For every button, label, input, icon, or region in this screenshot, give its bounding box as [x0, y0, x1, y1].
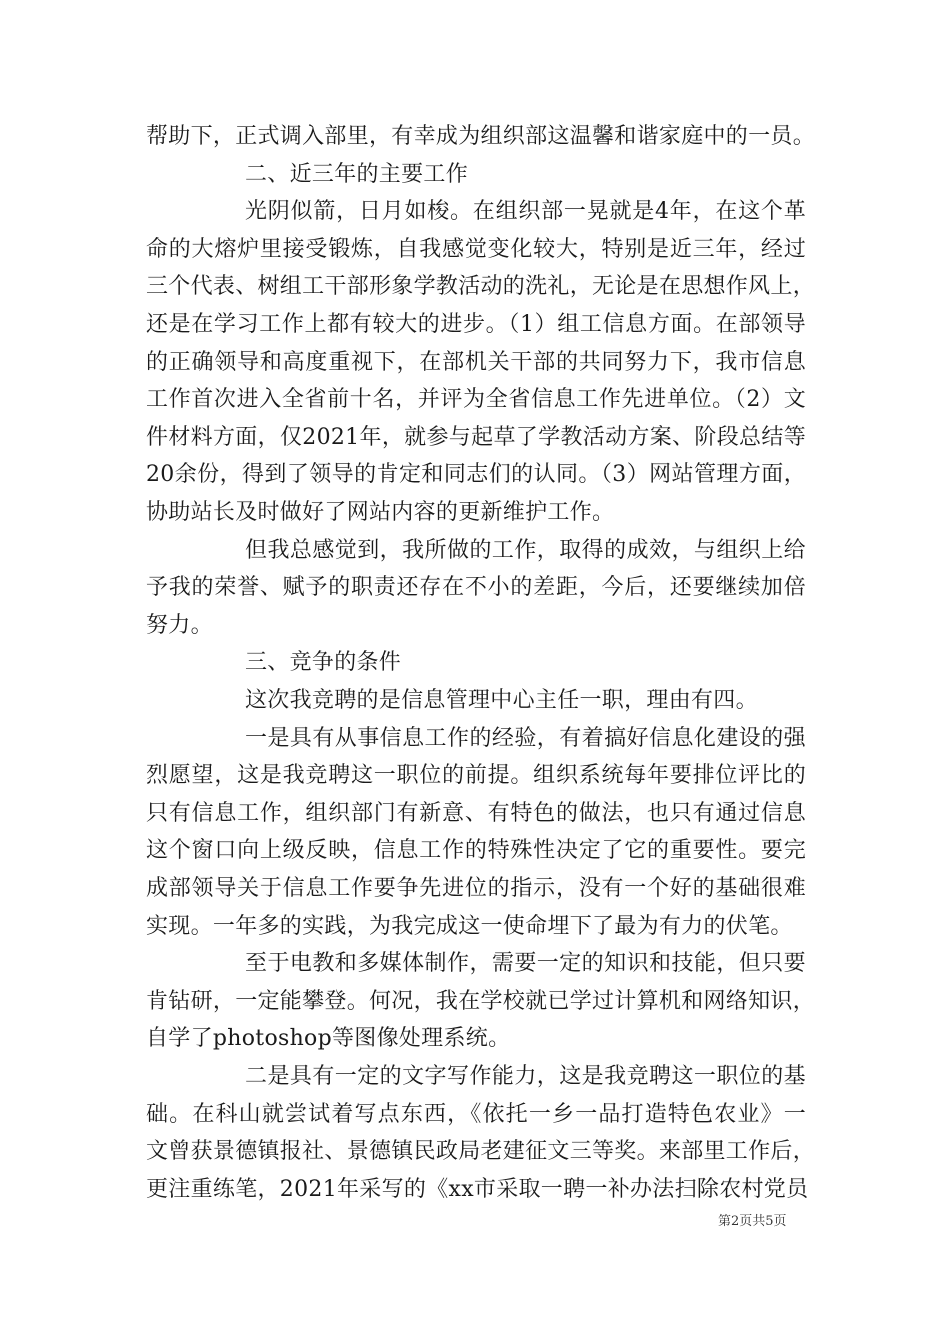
text-line: 努力。 — [146, 612, 213, 638]
text-line: 这个窗口向上级反映，信息工作的特殊性决定了它的重要性。要完 — [146, 838, 806, 864]
text-line: 至于电教和多媒体制作，需要一定的知识和技能，但只要 — [245, 951, 806, 977]
text-line: 命的大熔炉里接受锻炼，自我感觉变化较大，特别是近三年，经过 — [146, 236, 806, 262]
text-line: 的正确领导和高度重视下，在部机关干部的共同努力下，我市信息 — [146, 349, 806, 375]
text-line: 成部领导关于信息工作要争先进位的指示，没有一个好的基础很难 — [146, 876, 806, 901]
text-line: 帮助下，正式调入部里，有幸成为组织部这温馨和谐家庭中的一员。 — [146, 124, 816, 149]
text-line: 这次我竞聘的是信息管理中心主任一职，理由有四。 — [245, 688, 758, 713]
text-line: 予我的荣誉、赋予的职责还存在不小的差距，今后，还要继续加倍 — [146, 575, 806, 601]
text-line: 更注重练笔，2021年采写的《xx市采取一聘一补办法扫除农村党员 — [146, 1176, 809, 1202]
text-line: 20余份，得到了领导的肯定和同志们的认同。（3）网站管理方面， — [146, 462, 806, 488]
text-line: 协助站长及时做好了网站内容的更新维护工作。 — [146, 500, 615, 525]
text-line: 实现。一年多的实践，为我完成这一使命埋下了最为有力的伏笔。 — [146, 913, 793, 939]
text-line: 三个代表、树组工干部形象学教活动的洗礼，无论是在思想作风上， — [146, 274, 816, 300]
page-number: 第2页共5页 — [718, 1214, 787, 1229]
text-line: 三、竞争的条件 — [245, 650, 402, 676]
text-line: 烈愿望，这是我竞聘这一职位的前提。组织系统每年要排位评比的 — [146, 763, 806, 789]
text-line: 础。在科山就尝试着写点东西，《依托一乡一品打造特色农业》一 — [146, 1101, 806, 1127]
text-line: 二是具有一定的文字写作能力，这是我竞聘这一职位的基 — [245, 1064, 806, 1089]
text-line: 只有信息工作，组织部门有新意、有特色的做法，也只有通过信息 — [146, 800, 806, 826]
text-line: 二、近三年的主要工作 — [245, 161, 469, 187]
text-line: 自学了photoshop等图像处理系统。 — [146, 1026, 511, 1052]
text-line: 光阴似箭，日月如梭。在组织部一晃就是4年，在这个革 — [245, 199, 806, 225]
text-line: 件材料方面，仅2021年，就参与起草了学教活动方案、阶段总结等 — [146, 424, 806, 450]
text-line: 肯钻研，一定能攀登。何况，我在学校就已学过计算机和网络知识， — [146, 988, 816, 1014]
text-line: 文曾获景德镇报社、景德镇民政局老建征文三等奖。来部里工作后， — [146, 1139, 816, 1165]
text-line: 工作首次进入全省前十名，并评为全省信息工作先进单位。（2）文 — [146, 387, 806, 413]
text-line: 但我总感觉到，我所做的工作，取得的成效，与组织上给 — [245, 537, 806, 563]
text-line: 还是在学习工作上都有较大的进步。（1）组工信息方面。在部领导 — [146, 312, 806, 337]
text-line: 一是具有从事信息工作的经验，有着搞好信息化建设的强 — [245, 725, 806, 751]
